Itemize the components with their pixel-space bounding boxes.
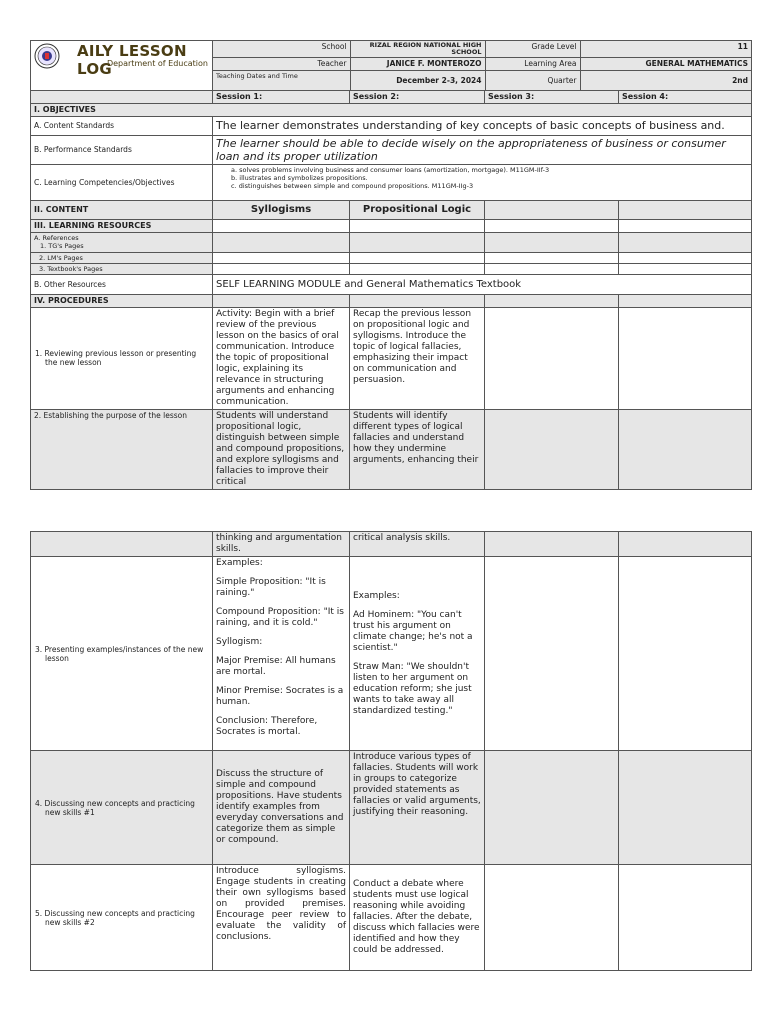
session-3-header: Session 3: — [485, 90, 619, 103]
procedures-heading: IV. PROCEDURES — [31, 294, 213, 307]
example-text: Compound Proposition: "It is raining, and it is cold." — [216, 607, 344, 628]
procedure-3-label: 3. Presenting examples/instances of the new lesson — [31, 557, 213, 751]
procedure-1-session-1: Activity: Begin with a brief review of the previous lesson on the basics of oral communication. Introduce the topic of propositional logic, explaining its relevance in structuring arguments and enhancing communication. — [213, 307, 350, 409]
content-session-2: Propositional Logic — [350, 200, 485, 219]
example-text: Straw Man: "We shouldn't listen to her argument on education reform; she just wants to take away all standardized testing." — [353, 661, 472, 716]
dates-label: Teaching Dates and Time — [213, 71, 350, 90]
deped-seal-icon — [34, 43, 60, 69]
session-2-header: Session 2: — [350, 90, 485, 103]
procedure-5-label: 5. Discussing new concepts and practicing new skills #2 — [31, 865, 213, 971]
competency-item: b. illustrates and symbolizes propositions. — [231, 173, 368, 182]
teacher-value: JANICE F. MONTEROZO — [350, 58, 485, 70]
procedure-5-session-2: Conduct a debate where students must use logical reasoning while avoiding fallacies. After the debate, discuss which fallacies were identified and how they could be addressed. — [350, 865, 485, 971]
procedure-2-label: 2. Establishing the purpose of the lesson — [31, 409, 213, 489]
resources-heading: III. LEARNING RESOURCES — [31, 219, 213, 232]
procedure-2-session-2-cont: critical analysis skills. — [350, 532, 485, 557]
references-label — [31, 232, 213, 252]
session-1-header: Session 1: — [213, 90, 350, 103]
example-text: Ad Hominem: "You can't trust his argument on climate change; he's not a scientist." — [353, 609, 473, 653]
lesson-log-table-page1 — [30, 40, 752, 490]
procedure-3-session-1 — [213, 557, 350, 751]
other-resources-label: B. Other Resources — [31, 274, 213, 294]
performance-standards-label: B. Performance Standards — [31, 135, 213, 164]
objectives-heading: I. OBJECTIVES — [31, 103, 752, 116]
lesson-log-table-page2 — [30, 531, 752, 971]
quarter-label: Quarter — [485, 71, 580, 90]
tg-pages-label: 1. TG's Pages — [40, 241, 84, 250]
competencies-label: C. Learning Competencies/Objectives — [31, 164, 213, 200]
procedure-2-session-2: Students will identify different types of logical fallacies and understand how they undermine arguments, enhancing their — [350, 409, 485, 489]
grade-value: 11 — [580, 41, 751, 58]
content-standards-label: A. Content Standards — [31, 116, 213, 135]
content-standards-value: The learner demonstrates understanding of key concepts of basic concepts of business and. — [213, 116, 752, 135]
content-heading: II. CONTENT — [31, 200, 213, 219]
area-value: GENERAL MATHEMATICS — [645, 59, 748, 68]
example-text: Examples: — [216, 558, 263, 568]
other-resources-value: SELF LEARNING MODULE and General Mathematics Textbook — [213, 274, 752, 294]
procedure-4-session-1: Discuss the structure of simple and compound propositions. Have students identify examples from everyday conversations and categorize them as simple or compound. — [213, 751, 350, 865]
procedure-1-label: 1. Reviewing previous lesson or presenting the new lesson — [31, 307, 213, 409]
school-value: RIZAL REGION NATIONAL HIGH SCHOOL — [350, 41, 485, 58]
example-text: Conclusion: Therefore, Socrates is mortal. — [216, 716, 318, 737]
performance-standards-value: The learner should be able to decide wisely on the appropriateness of business or consumer loan and its proper utilization — [213, 135, 752, 164]
example-text: Major Premise: All humans are mortal. — [216, 656, 336, 677]
competency-item: a. solves problems involving business and consumer loans (amortization, mortgage). M11GM-IIf-3 — [231, 165, 550, 174]
grade-label: Grade Level — [485, 41, 580, 58]
area-label: Learning Area — [485, 58, 580, 70]
department-name: Department of Education — [106, 59, 208, 68]
example-text: Minor Premise: Socrates is a human. — [216, 686, 344, 707]
references-heading: A. References — [34, 233, 79, 242]
lm-pages-label: 2. LM's Pages — [31, 252, 213, 263]
procedure-5-session-1: Introduce syllogisms. Engage students in creating their own syllogisms based on provided premises. Encourage peer review to evaluate the validity of conclusions. — [213, 865, 350, 971]
dll-title: AILY LESSON LOG — [77, 42, 187, 78]
session-4-header: Session 4: — [619, 90, 752, 103]
procedure-4-session-2: Introduce various types of fallacies. Students will work in groups to categorize provided statements as fallacies or valid arguments, justifying their reasoning. — [350, 751, 485, 865]
dates-value: December 2-3, 2024 — [350, 71, 485, 90]
competencies-list — [213, 164, 752, 200]
procedure-2-session-1-cont: thinking and argumentation skills. — [213, 532, 350, 557]
example-text: Examples: — [353, 590, 400, 601]
procedure-2-session-1: Students will understand propositional logic, distinguish between simple and compound propositions, and explore syllogisms and fallacies to improve their critical — [213, 409, 350, 489]
content-session-1: Syllogisms — [213, 200, 350, 219]
procedure-4-label: 4. Discussing new concepts and practicing new skills #1 — [31, 751, 213, 865]
teacher-label: Teacher — [213, 58, 350, 70]
example-text: Simple Proposition: "It is raining." — [216, 577, 326, 598]
header-logo-block — [31, 41, 213, 91]
procedure-3-session-2 — [350, 557, 485, 751]
competency-item: c. distinguishes between simple and compound propositions. M11GM-IIg-3 — [231, 181, 474, 190]
textbook-pages-label: 3. Textbook's Pages — [31, 263, 213, 274]
example-text: Syllogism: — [216, 637, 263, 647]
school-label: School — [213, 41, 350, 58]
procedure-1-session-2: Recap the previous lesson on propositional logic and syllogisms. Introduce the topic of logical fallacies, emphasizing their impact on communication and persuasion. — [350, 307, 485, 409]
quarter-value: 2nd — [732, 75, 748, 85]
